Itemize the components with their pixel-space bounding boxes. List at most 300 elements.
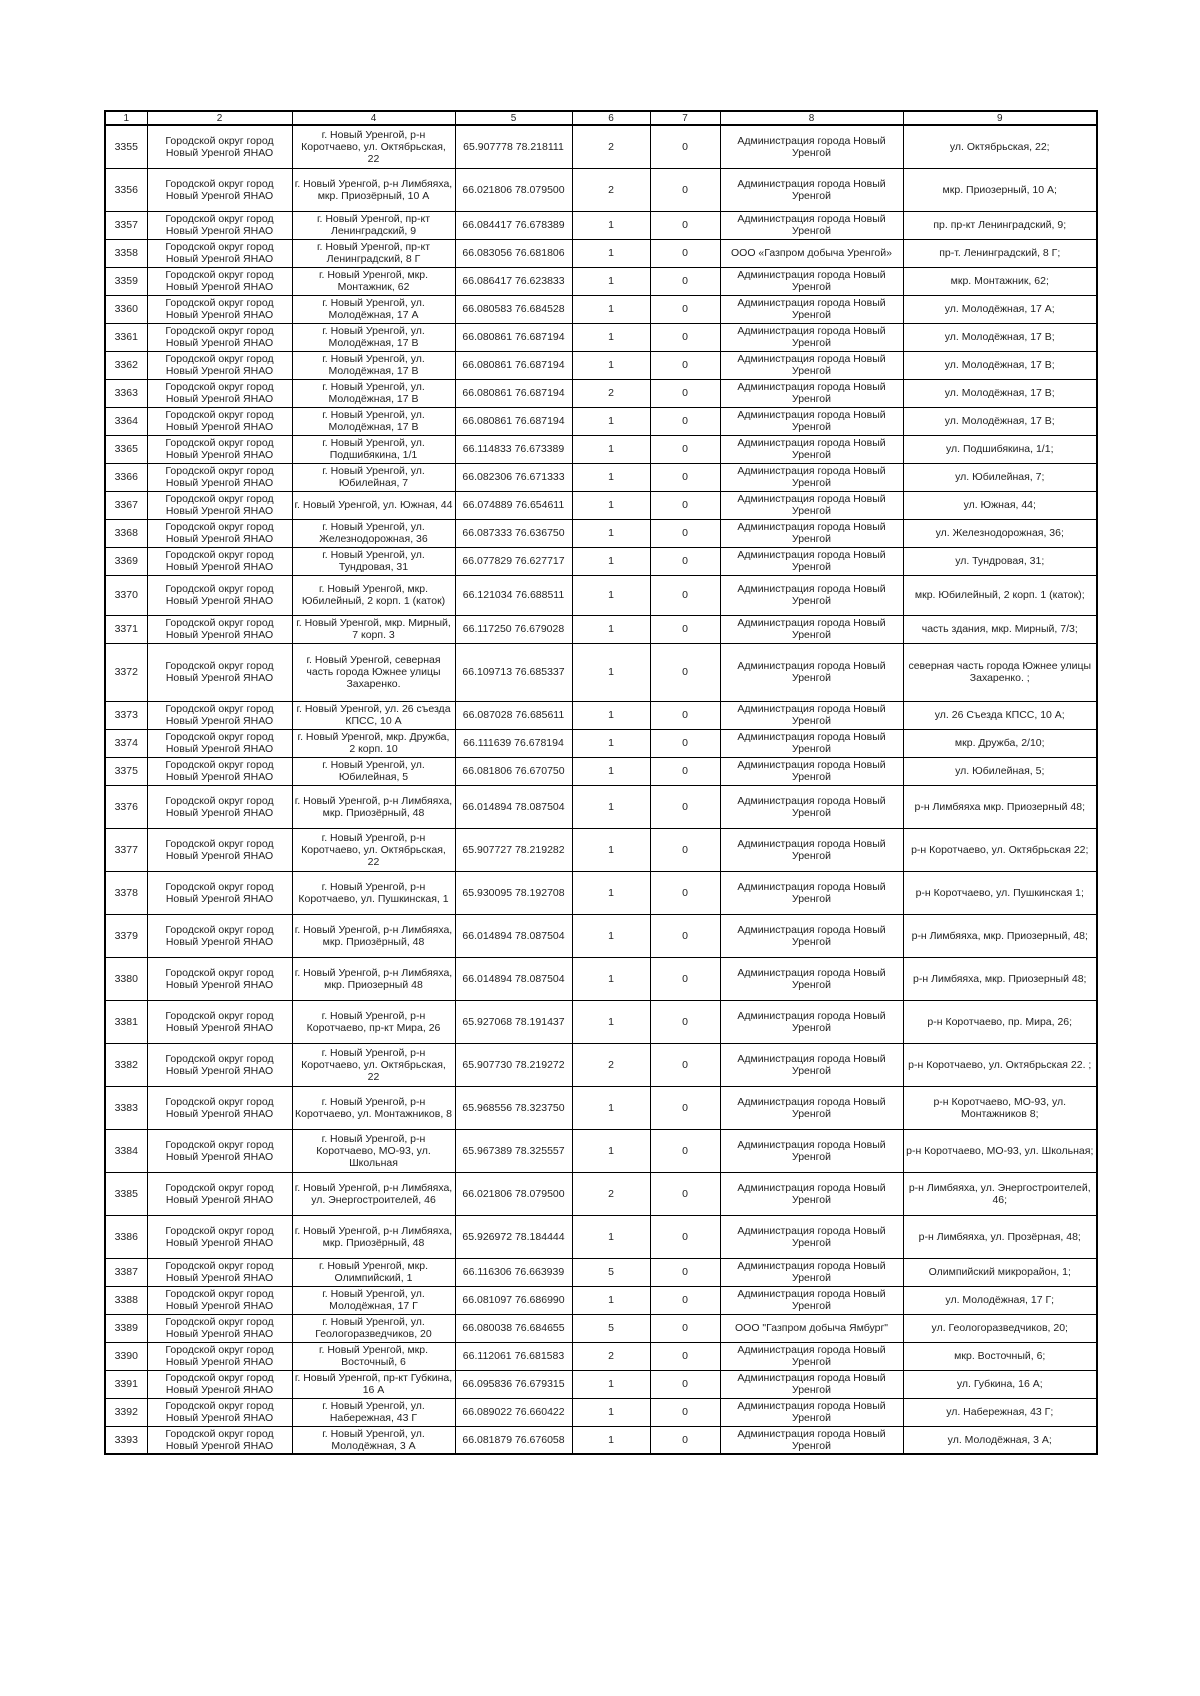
table-cell: 3364 — [105, 407, 147, 435]
table-cell: 66.021806 78.079500 — [455, 168, 572, 211]
table-cell: 3388 — [105, 1286, 147, 1314]
table-cell: Городской округ город Новый Уренгой ЯНАО — [147, 379, 292, 407]
table-cell: 66.112061 76.681583 — [455, 1342, 572, 1370]
table-row — [105, 435, 1097, 463]
table-body — [105, 125, 1097, 1454]
table-cell: 1 — [572, 828, 650, 871]
table-cell: г. Новый Уренгой, ул. Молодёжная, 17 Г — [292, 1286, 455, 1314]
table-cell: Городской округ город Новый Уренгой ЯНАО — [147, 407, 292, 435]
table-cell: 0 — [650, 957, 720, 1000]
table-cell: г. Новый Уренгой, ул. Молодёжная, 17 В — [292, 407, 455, 435]
table-cell: 1 — [572, 1215, 650, 1258]
table-cell: 1 — [572, 407, 650, 435]
table-cell: р-н Коротчаево, ул. Октябрьская 22; — [903, 828, 1097, 871]
table-cell: г. Новый Уренгой, ул. Железнодорожная, 36 — [292, 519, 455, 547]
table-row — [105, 1314, 1097, 1342]
table-cell: г. Новый Уренгой, мкр. Юбилейный, 2 корп. 1 (каток) — [292, 575, 455, 615]
table-cell: 66.116306 76.663939 — [455, 1258, 572, 1286]
table-cell: 0 — [650, 295, 720, 323]
table-cell: 3360 — [105, 295, 147, 323]
table-cell: 0 — [650, 351, 720, 379]
table-cell: ООО «Газпром добыча Уренгой» — [720, 239, 903, 267]
table-cell: ул. Тундровая, 31; — [903, 547, 1097, 575]
table-cell: 66.083056 76.681806 — [455, 239, 572, 267]
table-cell: ул. Молодёжная, 17 В; — [903, 323, 1097, 351]
table-cell: 0 — [650, 1286, 720, 1314]
table-cell: 3357 — [105, 211, 147, 239]
table-cell: 0 — [650, 1342, 720, 1370]
table-row — [105, 267, 1097, 295]
table-cell: 3373 — [105, 701, 147, 729]
table-cell: р-н Коротчаево, МО-93, ул. Монтажников 8; — [903, 1086, 1097, 1129]
table-cell: 66.014894 78.087504 — [455, 914, 572, 957]
table-cell: Городской округ город Новый Уренгой ЯНАО — [147, 211, 292, 239]
table-cell: г. Новый Уренгой, р-н Лимбяяха, мкр. Приозёрный, 48 — [292, 785, 455, 828]
table-cell: 3356 — [105, 168, 147, 211]
table-row — [105, 957, 1097, 1000]
table-cell: ООО "Газпром добыча Ямбург" — [720, 1314, 903, 1342]
table-row — [105, 1286, 1097, 1314]
table-cell: г. Новый Уренгой, пр-кт Губкина, 16 А — [292, 1370, 455, 1398]
table-cell: Администрация города Новый Уренгой — [720, 729, 903, 757]
table-cell: г. Новый Уренгой, ул. Тундровая, 31 — [292, 547, 455, 575]
table-cell: 3376 — [105, 785, 147, 828]
table-cell: Администрация города Новый Уренгой — [720, 1426, 903, 1454]
table-cell: Администрация города Новый Уренгой — [720, 125, 903, 168]
table-cell: Городской округ город Новый Уренгой ЯНАО — [147, 351, 292, 379]
table-cell: 0 — [650, 239, 720, 267]
table-cell: Администрация города Новый Уренгой — [720, 785, 903, 828]
table-cell: 66.095836 76.679315 — [455, 1370, 572, 1398]
table-cell: 0 — [650, 1426, 720, 1454]
table-cell: 0 — [650, 871, 720, 914]
table-cell: 0 — [650, 914, 720, 957]
table-cell: Городской округ город Новый Уренгой ЯНАО — [147, 1215, 292, 1258]
table-cell: 66.089022 76.660422 — [455, 1398, 572, 1426]
table-cell: 66.114833 76.673389 — [455, 435, 572, 463]
table-cell: Городской округ город Новый Уренгой ЯНАО — [147, 1129, 292, 1172]
table-cell: Городской округ город Новый Уренгой ЯНАО — [147, 701, 292, 729]
table-row — [105, 1398, 1097, 1426]
table-cell: Администрация города Новый Уренгой — [720, 1043, 903, 1086]
table-cell: 66.121034 76.688511 — [455, 575, 572, 615]
table-row — [105, 701, 1097, 729]
table-row — [105, 323, 1097, 351]
table-cell: мкр. Приозерный, 10 А; — [903, 168, 1097, 211]
table-cell: г. Новый Уренгой, ул. Подшибякина, 1/1 — [292, 435, 455, 463]
table-row — [105, 757, 1097, 785]
table-cell: 0 — [650, 211, 720, 239]
table-cell: 3382 — [105, 1043, 147, 1086]
table-cell: 0 — [650, 701, 720, 729]
table-cell: Администрация города Новый Уренгой — [720, 491, 903, 519]
table-cell: 1 — [572, 1370, 650, 1398]
table-cell: 0 — [650, 828, 720, 871]
table-cell: Администрация города Новый Уренгой — [720, 1342, 903, 1370]
table-cell: Городской округ город Новый Уренгой ЯНАО — [147, 957, 292, 1000]
table-cell: Администрация города Новый Уренгой — [720, 295, 903, 323]
table-cell: 66.080861 76.687194 — [455, 351, 572, 379]
table-cell: Городской округ город Новый Уренгой ЯНАО — [147, 1426, 292, 1454]
table-cell: 3375 — [105, 757, 147, 785]
table-cell: Городской округ город Новый Уренгой ЯНАО — [147, 1043, 292, 1086]
table-cell: 1 — [572, 519, 650, 547]
table-cell: ул. Губкина, 16 А; — [903, 1370, 1097, 1398]
table-cell: Городской округ город Новый Уренгой ЯНАО — [147, 757, 292, 785]
table-cell: 0 — [650, 407, 720, 435]
table-cell: р-н Лимбяяха, ул. Энергостроителей, 46; — [903, 1172, 1097, 1215]
table-cell: Городской округ город Новый Уренгой ЯНАО — [147, 1286, 292, 1314]
column-header: 2 — [147, 111, 292, 125]
table-cell: Городской округ город Новый Уренгой ЯНАО — [147, 914, 292, 957]
table-cell: 0 — [650, 267, 720, 295]
table-cell: 0 — [650, 1314, 720, 1342]
table-cell: 3383 — [105, 1086, 147, 1129]
table-cell: г. Новый Уренгой, р-н Лимбяяха, мкр. Приозерный 48 — [292, 957, 455, 1000]
table-cell: 1 — [572, 295, 650, 323]
table-cell: 0 — [650, 547, 720, 575]
table-cell: 0 — [650, 729, 720, 757]
table-row — [105, 1342, 1097, 1370]
table-row — [105, 643, 1097, 701]
table-cell: 2 — [572, 1043, 650, 1086]
table-cell: Администрация города Новый Уренгой — [720, 547, 903, 575]
table-row — [105, 914, 1097, 957]
table-cell: г. Новый Уренгой, ул. Молодёжная, 17 В — [292, 323, 455, 351]
table-cell: ул. Подшибякина, 1/1; — [903, 435, 1097, 463]
table-row — [105, 785, 1097, 828]
table-cell: Администрация города Новый Уренгой — [720, 1286, 903, 1314]
table-cell: ул. Молодёжная, 17 В; — [903, 379, 1097, 407]
table-cell: 1 — [572, 615, 650, 643]
table-cell: 0 — [650, 1258, 720, 1286]
table-cell: 2 — [572, 168, 650, 211]
table-cell: Городской округ город Новый Уренгой ЯНАО — [147, 547, 292, 575]
table-row — [105, 407, 1097, 435]
table-cell: пр. пр-кт Ленинградский, 9; — [903, 211, 1097, 239]
table-cell: р-н Лимбяяха, ул. Прозёрная, 48; — [903, 1215, 1097, 1258]
table-cell: 3372 — [105, 643, 147, 701]
table-cell: 66.077829 76.627717 — [455, 547, 572, 575]
table-cell: 3385 — [105, 1172, 147, 1215]
table-cell: Городской округ город Новый Уренгой ЯНАО — [147, 1314, 292, 1342]
table-cell: 66.082306 76.671333 — [455, 463, 572, 491]
table-cell: Городской округ город Новый Уренгой ЯНАО — [147, 575, 292, 615]
table-row — [105, 1215, 1097, 1258]
table-cell: 1 — [572, 435, 650, 463]
table-cell: Администрация города Новый Уренгой — [720, 267, 903, 295]
table-cell: г. Новый Уренгой, северная часть города Южнее улицы Захаренко. — [292, 643, 455, 701]
table-cell: 1 — [572, 1398, 650, 1426]
table-cell: р-н Коротчаево, ул. Октябрьская 22. ; — [903, 1043, 1097, 1086]
table-cell: р-н Лимбяяха, мкр. Приозерный, 48; — [903, 914, 1097, 957]
table-cell: Администрация города Новый Уренгой — [720, 211, 903, 239]
table-cell: Городской округ город Новый Уренгой ЯНАО — [147, 1342, 292, 1370]
table-cell: г. Новый Уренгой, мкр. Дружба, 2 корп. 10 — [292, 729, 455, 757]
table-cell: Администрация города Новый Уренгой — [720, 379, 903, 407]
table-cell: Городской округ город Новый Уренгой ЯНАО — [147, 168, 292, 211]
table-cell: 0 — [650, 1172, 720, 1215]
table-cell: Городской округ город Новый Уренгой ЯНАО — [147, 643, 292, 701]
table-cell: 2 — [572, 125, 650, 168]
table-cell: 3379 — [105, 914, 147, 957]
table-cell: Администрация города Новый Уренгой — [720, 957, 903, 1000]
table-cell: мкр. Дружба, 2/10; — [903, 729, 1097, 757]
table-cell: Городской округ город Новый Уренгой ЯНАО — [147, 871, 292, 914]
table-cell: 1 — [572, 757, 650, 785]
table-row — [105, 1043, 1097, 1086]
table-cell: 0 — [650, 1398, 720, 1426]
table-cell: 3366 — [105, 463, 147, 491]
table-cell: 0 — [650, 379, 720, 407]
table-cell: 0 — [650, 463, 720, 491]
table-cell: мкр. Восточный, 6; — [903, 1342, 1097, 1370]
table-cell: г. Новый Уренгой, р-н Коротчаево, МО-93, ул. Школьная — [292, 1129, 455, 1172]
table-cell: 1 — [572, 575, 650, 615]
table-cell: Городской округ город Новый Уренгой ЯНАО — [147, 785, 292, 828]
table-cell: 2 — [572, 1342, 650, 1370]
table-cell: 5 — [572, 1258, 650, 1286]
table-cell: 65.927068 78.191437 — [455, 1000, 572, 1043]
table-cell: 66.081806 76.670750 — [455, 757, 572, 785]
table-row — [105, 1426, 1097, 1454]
table-cell: Администрация города Новый Уренгой — [720, 1258, 903, 1286]
table-cell: 1 — [572, 871, 650, 914]
table-cell: г. Новый Уренгой, р-н Коротчаево, ул. Октябрьская, 22 — [292, 828, 455, 871]
table-row — [105, 1129, 1097, 1172]
table-cell: 0 — [650, 1129, 720, 1172]
table-cell: Администрация города Новый Уренгой — [720, 1215, 903, 1258]
table-cell: 66.014894 78.087504 — [455, 957, 572, 1000]
column-header: 4 — [292, 111, 455, 125]
table-cell: 1 — [572, 643, 650, 701]
table-cell: 65.930095 78.192708 — [455, 871, 572, 914]
table-row — [105, 871, 1097, 914]
table-cell: 3386 — [105, 1215, 147, 1258]
table-cell: 66.021806 78.079500 — [455, 1172, 572, 1215]
table-cell: ул. Южная, 44; — [903, 491, 1097, 519]
table-cell: 65.907730 78.219272 — [455, 1043, 572, 1086]
table-cell: 5 — [572, 1314, 650, 1342]
table-cell: ул. 26 Съезда КПСС, 10 А; — [903, 701, 1097, 729]
table-cell: г. Новый Уренгой, р-н Лимбяяха, мкр. Приозёрный, 10 А — [292, 168, 455, 211]
table-cell: 0 — [650, 323, 720, 351]
table-cell: ул. Набережная, 43 Г; — [903, 1398, 1097, 1426]
table-cell: Городской округ город Новый Уренгой ЯНАО — [147, 1172, 292, 1215]
table-cell: 3361 — [105, 323, 147, 351]
table-row — [105, 729, 1097, 757]
table-cell: 66.014894 78.087504 — [455, 785, 572, 828]
table-cell: г. Новый Уренгой, ул. Молодёжная, 17 В — [292, 379, 455, 407]
table-cell: 66.087333 76.636750 — [455, 519, 572, 547]
table-cell: р-н Коротчаево, МО-93, ул. Школьная; — [903, 1129, 1097, 1172]
column-header: 7 — [650, 111, 720, 125]
table-row — [105, 828, 1097, 871]
table-cell: 0 — [650, 785, 720, 828]
table-cell: Городской округ город Новый Уренгой ЯНАО — [147, 463, 292, 491]
table-cell: г. Новый Уренгой, мкр. Восточный, 6 — [292, 1342, 455, 1370]
table-cell: г. Новый Уренгой, ул. Южная, 44 — [292, 491, 455, 519]
table-row — [105, 125, 1097, 168]
table-cell: г. Новый Уренгой, мкр. Мирный, 7 корп. 3 — [292, 615, 455, 643]
table-cell: мкр. Монтажник, 62; — [903, 267, 1097, 295]
table-cell: 0 — [650, 1215, 720, 1258]
table-cell: г. Новый Уренгой, ул. Юбилейная, 7 — [292, 463, 455, 491]
column-header: 9 — [903, 111, 1097, 125]
table-cell: пр-т. Ленинградский, 8 Г; — [903, 239, 1097, 267]
table-cell: г. Новый Уренгой, ул. Набережная, 43 Г — [292, 1398, 455, 1426]
table-cell: г. Новый Уренгой, р-н Коротчаево, пр-кт Мира, 26 — [292, 1000, 455, 1043]
table-cell: Администрация города Новый Уренгой — [720, 1129, 903, 1172]
table-row — [105, 168, 1097, 211]
table-row — [105, 1370, 1097, 1398]
table-cell: 1 — [572, 957, 650, 1000]
table-cell: р-н Коротчаево, пр. Мира, 26; — [903, 1000, 1097, 1043]
table-cell: р-н Лимбяяха, мкр. Приозерный 48; — [903, 957, 1097, 1000]
table-cell: Администрация города Новый Уренгой — [720, 643, 903, 701]
table-cell: 0 — [650, 1086, 720, 1129]
table-cell: 66.117250 76.679028 — [455, 615, 572, 643]
table-cell: ул. Молодёжная, 3 А; — [903, 1426, 1097, 1454]
table-cell: г. Новый Уренгой, мкр. Олимпийский, 1 — [292, 1258, 455, 1286]
registry-table — [104, 110, 1098, 1455]
table-cell: Администрация города Новый Уренгой — [720, 615, 903, 643]
table-cell: 3370 — [105, 575, 147, 615]
table-cell: 65.967389 78.325557 — [455, 1129, 572, 1172]
table-cell: Администрация города Новый Уренгой — [720, 323, 903, 351]
table-row — [105, 1086, 1097, 1129]
table-cell: Городской округ город Новый Уренгой ЯНАО — [147, 1086, 292, 1129]
table-cell: Городской округ город Новый Уренгой ЯНАО — [147, 1000, 292, 1043]
table-cell: 66.080861 76.687194 — [455, 407, 572, 435]
table-cell: часть здания, мкр. Мирный, 7/3; — [903, 615, 1097, 643]
table-row — [105, 615, 1097, 643]
table-row — [105, 1000, 1097, 1043]
table-cell: г. Новый Уренгой, ул. Молодёжная, 3 А — [292, 1426, 455, 1454]
table-cell: ул. Геологоразведчиков, 20; — [903, 1314, 1097, 1342]
table-cell: г. Новый Уренгой, ул. Геологоразведчиков, 20 — [292, 1314, 455, 1342]
table-cell: Администрация города Новый Уренгой — [720, 871, 903, 914]
table-cell: ул. Молодёжная, 17 А; — [903, 295, 1097, 323]
table-cell: 1 — [572, 491, 650, 519]
table-row — [105, 575, 1097, 615]
column-header: 5 — [455, 111, 572, 125]
table-cell: Городской округ город Новый Уренгой ЯНАО — [147, 828, 292, 871]
table-cell: Администрация города Новый Уренгой — [720, 519, 903, 547]
table-cell: 3369 — [105, 547, 147, 575]
table-cell: г. Новый Уренгой, р-н Лимбяяха, мкр. Приозёрный, 48 — [292, 914, 455, 957]
table-cell: г. Новый Уренгой, пр-кт Ленинградский, 8 Г — [292, 239, 455, 267]
table-cell: 3380 — [105, 957, 147, 1000]
table-cell: Администрация города Новый Уренгой — [720, 168, 903, 211]
table-cell: Городской округ город Новый Уренгой ЯНАО — [147, 519, 292, 547]
table-cell: 65.926972 78.184444 — [455, 1215, 572, 1258]
table-cell: 66.087028 76.685611 — [455, 701, 572, 729]
table-cell: 3392 — [105, 1398, 147, 1426]
table-cell: ул. Молодёжная, 17 В; — [903, 407, 1097, 435]
table-cell: Олимпийский микрорайон, 1; — [903, 1258, 1097, 1286]
header-row — [105, 111, 1097, 125]
table-cell: Городской округ город Новый Уренгой ЯНАО — [147, 1258, 292, 1286]
table-cell: 66.081879 76.676058 — [455, 1426, 572, 1454]
table-cell: 3384 — [105, 1129, 147, 1172]
table-cell: г. Новый Уренгой, р-н Лимбяяха, мкр. Приозёрный, 48 — [292, 1215, 455, 1258]
table-cell: 3387 — [105, 1258, 147, 1286]
table-cell: 1 — [572, 323, 650, 351]
table-cell: 0 — [650, 491, 720, 519]
table-cell: 0 — [650, 168, 720, 211]
table-cell: Администрация города Новый Уренгой — [720, 914, 903, 957]
table-row — [105, 211, 1097, 239]
table-row — [105, 491, 1097, 519]
table-cell: Городской округ город Новый Уренгой ЯНАО — [147, 491, 292, 519]
table-cell: 3368 — [105, 519, 147, 547]
table-cell: ул. Железнодорожная, 36; — [903, 519, 1097, 547]
table-cell: г. Новый Уренгой, ул. Юбилейная, 5 — [292, 757, 455, 785]
table-cell: ул. Молодёжная, 17 Г; — [903, 1286, 1097, 1314]
table-cell: 0 — [650, 519, 720, 547]
table-cell: р-н Лимбяяха мкр. Приозерный 48; — [903, 785, 1097, 828]
table-cell: 3367 — [105, 491, 147, 519]
table-cell: Городской округ город Новый Уренгой ЯНАО — [147, 1398, 292, 1426]
table-cell: 65.968556 78.323750 — [455, 1086, 572, 1129]
table-cell: Администрация города Новый Уренгой — [720, 1086, 903, 1129]
table-cell: 1 — [572, 1086, 650, 1129]
table-cell: Городской округ город Новый Уренгой ЯНАО — [147, 729, 292, 757]
table-cell: 3377 — [105, 828, 147, 871]
table-cell: Городской округ город Новый Уренгой ЯНАО — [147, 323, 292, 351]
table-cell: Администрация города Новый Уренгой — [720, 828, 903, 871]
table-cell: 3359 — [105, 267, 147, 295]
table-cell: 66.080583 76.684528 — [455, 295, 572, 323]
table-cell: г. Новый Уренгой, р-н Коротчаево, ул. Октябрьская, 22 — [292, 125, 455, 168]
table-cell: г. Новый Уренгой, ул. Молодёжная, 17 В — [292, 351, 455, 379]
table-cell: 1 — [572, 267, 650, 295]
table-cell: 3381 — [105, 1000, 147, 1043]
table-cell: 66.080861 76.687194 — [455, 379, 572, 407]
table-cell: Администрация города Новый Уренгой — [720, 701, 903, 729]
table-cell: Администрация города Новый Уренгой — [720, 463, 903, 491]
column-header: 1 — [105, 111, 147, 125]
table-cell: г. Новый Уренгой, пр-кт Ленинградский, 9 — [292, 211, 455, 239]
table-cell: г. Новый Уренгой, р-н Коротчаево, ул. Пушкинская, 1 — [292, 871, 455, 914]
table-cell: г. Новый Уренгой, мкр. Монтажник, 62 — [292, 267, 455, 295]
table-row — [105, 379, 1097, 407]
table-row — [105, 1258, 1097, 1286]
table-cell: 1 — [572, 785, 650, 828]
table-cell: 1 — [572, 729, 650, 757]
table-cell: 66.080861 76.687194 — [455, 323, 572, 351]
table-cell: 66.111639 76.678194 — [455, 729, 572, 757]
table-row — [105, 547, 1097, 575]
table-cell: ул. Октябрьская, 22; — [903, 125, 1097, 168]
table-cell: Администрация города Новый Уренгой — [720, 435, 903, 463]
table-cell: ул. Молодёжная, 17 В; — [903, 351, 1097, 379]
table-cell: Городской округ город Новый Уренгой ЯНАО — [147, 239, 292, 267]
table-cell: 1 — [572, 463, 650, 491]
table-cell: северная часть города Южнее улицы Захаренко. ; — [903, 643, 1097, 701]
table-cell: Администрация города Новый Уренгой — [720, 1370, 903, 1398]
table-cell: 3362 — [105, 351, 147, 379]
column-header: 6 — [572, 111, 650, 125]
table-cell: 1 — [572, 914, 650, 957]
table-cell: 1 — [572, 1000, 650, 1043]
table-cell: 66.074889 76.654611 — [455, 491, 572, 519]
table-row — [105, 239, 1097, 267]
table-cell: г. Новый Уренгой, р-н Лимбяяха, ул. Энергостроителей, 46 — [292, 1172, 455, 1215]
table-cell: ул. Юбилейная, 5; — [903, 757, 1097, 785]
table-cell: Администрация города Новый Уренгой — [720, 351, 903, 379]
